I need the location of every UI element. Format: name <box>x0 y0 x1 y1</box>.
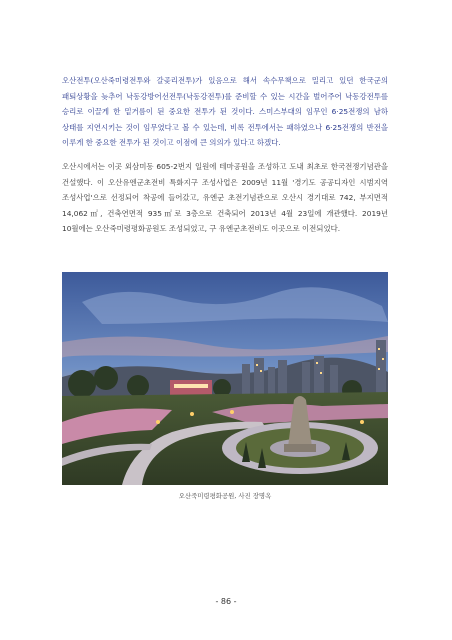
page-number: - 86 - <box>215 597 237 606</box>
body-paragraph-2: 오산시에서는 이곳 외삼미동 605-2번지 일원에 테마공원을 조성하고 도내 최초로 한국전쟁기념관을 건설했다. 이 오산유엔군초전비 특화지구 조성사업은 2009년 11월 '경기도 공공디자인 시범지역 조성사업'으로 선정되어 착공에 들어갔고, 유엔군 초전기념관으로 오산시 경기대로 742, 부지면적 14,062㎡, 건축연면적 935㎡로 3층으로 건축되어 2013년 4월 23일에 개관했다. 2019년 10월에는 오산죽미령평화공원도 조성되었고, 구 유엔군초전비도 이곳으로 이전되었다. <box>62 162 388 234</box>
body-paragraph-1: 오산전투(오산죽미령전투와 갈곶리전투)가 있음으로 해서 속수무책으로 밀리고 있던 한국군의 패퇴상황을 늦추어 낙동강방어선전투(낙동강전투)를 준비할 수 있는 시간을 벌어주어 낙동강전투를 승리로 이끌게 한 밑거름이 된 중요한 전투가 된 것이다. 스미스부대의 임무인 6·25전쟁의 남하 상태를 지연시키는 것이 임무였다고 볼 수 있는데, 비록 전투에서는 패하였으나 6·25전쟁의 반전을 이루게 한 중요한 전투가 된 것이고 이점에 큰 의의가 있다고 하겠다. <box>62 76 388 148</box>
park-photo <box>62 272 388 485</box>
photo-caption: 오산죽미령평화공원, 사진 장명옥 <box>178 492 272 500</box>
